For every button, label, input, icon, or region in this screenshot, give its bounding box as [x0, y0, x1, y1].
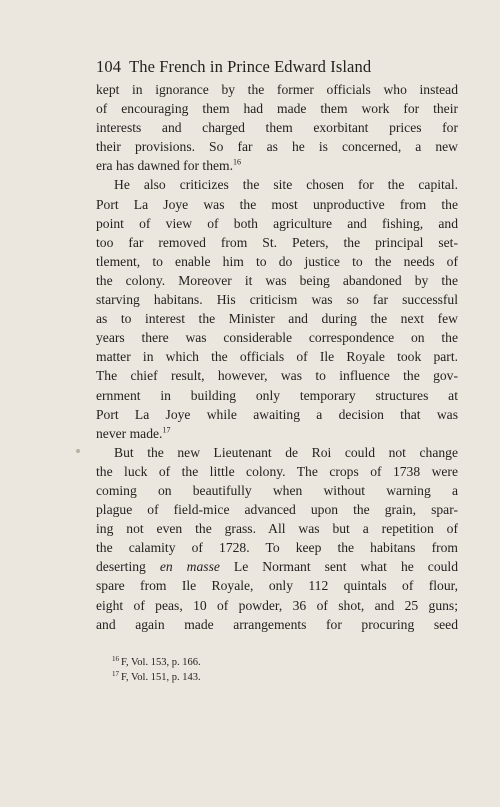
text-line-last: [96, 156, 458, 175]
text-line: ernment in building only temporary structures at: [96, 387, 458, 403]
text-line: interests and charged them exorbitant prices for: [96, 120, 458, 136]
paper-blemish: [76, 449, 80, 453]
page-number: 104: [96, 57, 122, 76]
text-line: matter in which the officials of Ile Royale took part.: [96, 349, 458, 365]
paragraph-2: [96, 175, 458, 442]
text-line: tlement, to enable him to do justice to the needs of: [96, 253, 458, 269]
footnote-mark: 17: [112, 669, 119, 678]
text-line: years there was considerable correspondence on the: [96, 330, 458, 346]
text-line: starving habitans. His criticism was so far successful: [96, 292, 458, 308]
text-line: never made.: [96, 425, 163, 441]
text-line: He also criticizes the site chosen for the capital.: [114, 177, 458, 193]
text-line: too far removed from St. Peters, the principal set-: [96, 234, 458, 250]
italic-phrase: en masse: [159, 559, 220, 575]
running-title: The French in Prince Edward Island: [129, 57, 372, 76]
footnotes: [112, 655, 412, 685]
text-line: and again made arrangements for procuring seed: [96, 616, 458, 632]
paragraph-3: [96, 443, 458, 634]
text-line: kept in ignorance by the former officials who instead: [96, 82, 458, 97]
text-line: eight of peas, 10 of powder, 36 of shot, and 25 guns;: [96, 597, 458, 613]
paragraph-1: [96, 80, 458, 175]
footnote-reference: 17: [162, 425, 171, 435]
text-line: spare from Ile Royale, only 112 quintals of flour,: [96, 578, 458, 594]
footnote: [112, 655, 412, 670]
footnote-reference: 16: [233, 157, 242, 167]
text-line: their provisions. So far as he is concerned, a new: [96, 139, 458, 155]
running-head: [96, 56, 416, 78]
text-line: the luck of the little colony. The crops of 1738 were: [96, 463, 458, 479]
text-line: But the new Lieutenant de Roi could not change: [114, 444, 458, 460]
text-line: deserting en masse Le Normant sent what he could: [96, 559, 458, 575]
text-line: Port La Joye was the most unproductive from the: [96, 196, 458, 212]
text-line-last: [96, 424, 458, 443]
footnote-text: F, Vol. 151, p. 143.: [121, 672, 201, 683]
text-line: Port La Joye while awaiting a decision that was: [96, 406, 458, 422]
text-line: point of view of both agriculture and fishing, and: [96, 215, 458, 231]
text-line: The chief result, however, was to influence the gov-: [96, 368, 458, 384]
text-line: coming on beautifully when without warning a: [96, 482, 458, 498]
text-line: plague of field-mice advanced upon the grain, spar-: [96, 502, 458, 518]
text-line: of encouraging them had made them work for their: [96, 101, 458, 117]
footnote-text: F, Vol. 153, p. 166.: [121, 657, 201, 668]
footnote: [112, 670, 412, 685]
text-line: ing not even the grass. All was but a repetition of: [96, 521, 458, 537]
text-line: the calamity of 1728. To keep the habitans from: [96, 540, 458, 556]
body-text: [96, 80, 458, 634]
text-line: as to interest the Minister and during the next few: [96, 311, 458, 327]
text-line: era has dawned for them.: [96, 158, 234, 174]
footnote-mark: 16: [112, 654, 119, 663]
text-line: the colony. Moreover it was being abandoned by the: [96, 272, 458, 288]
